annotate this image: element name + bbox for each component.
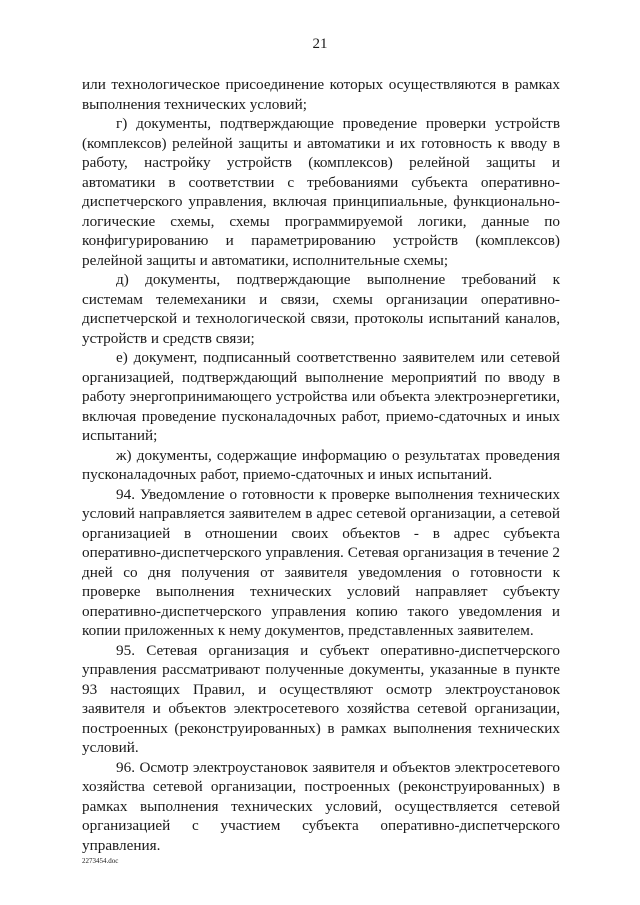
file-name-footer: 2273454.doc (82, 857, 119, 865)
page-number: 21 (312, 36, 328, 52)
paragraph-item-d: д) документы, подтверждающие выполнение требований к системам телемеханики и связи, схемы организации оперативно-диспетчерской и технологической связи, протоколы испытаний каналов, устройств и средств связи; (82, 271, 560, 347)
paragraph-96: 96. Осмотр электроустановок заявителя и объектов электросетевого хозяйства сетевой организации, построенных (реконструированных) в рамках выполнения технических условий, осуществляется сетевой организацией с участием субъекта оперативно-диспетчерского управления. (82, 758, 560, 854)
document-body (82, 75, 560, 855)
paragraph-item-g: г) документы, подтверждающие проведение проверки устройств (комплексов) релейной защиты и автоматики и их готовность к вводу в работу, настройку устройств (комплексов) релейной защиты и автоматики в соответствии с требованиями субъекта оперативно-диспетчерского управления, включая принципиальные, функционально-логические схемы, схемы программируемой логики, данные по конфигурированию и параметрированию устройств (комплексов) релейной защиты и автоматики, исполнительные схемы; (82, 115, 560, 269)
paragraph-item-zh: ж) документы, содержащие информацию о результатах проведения пусконаладочных работ, приемо-сдаточных и иных испытаний. (82, 446, 560, 483)
paragraph-item-e: е) документ, подписанный соответственно заявителем или сетевой организацией, подтверждающий выполнение мероприятий по вводу в работу энергопринимающего устройства или объекта электроэнергетики, включая проведение пусконаладочных работ, приемо-сдаточных и иных испытаний; (82, 349, 560, 444)
paragraph-continuation: или технологическое присоединение которых осуществляются в рамках выполнения технических условий; (82, 76, 560, 113)
paragraph-95: 95. Сетевая организация и субъект оперативно-диспетчерского управления рассматривают полученные документы, указанные в пункте 93 настоящих Правил, и осуществляют осмотр электроустановок заявителя и объектов электросетевого хозяйства сетевой организации, построенных (реконструированных) в рамках выполнения технических условий. (82, 641, 560, 756)
paragraph-94: 94. Уведомление о готовности к проверке выполнения технических условий направляется заявителем в адрес сетевой организации, а сетевой организацией в отношении своих объектов - в адрес субъекта оперативно-диспетчерского управления. Сетевая организация в течение 2 дней со дня получения от заявителя уведомления о готовности к проверке выполнения технических условий направляет субъекту оперативно-диспетчерского управления копию такого уведомления и копии приложенных к нему документов, представленных заявителем. (82, 485, 560, 639)
